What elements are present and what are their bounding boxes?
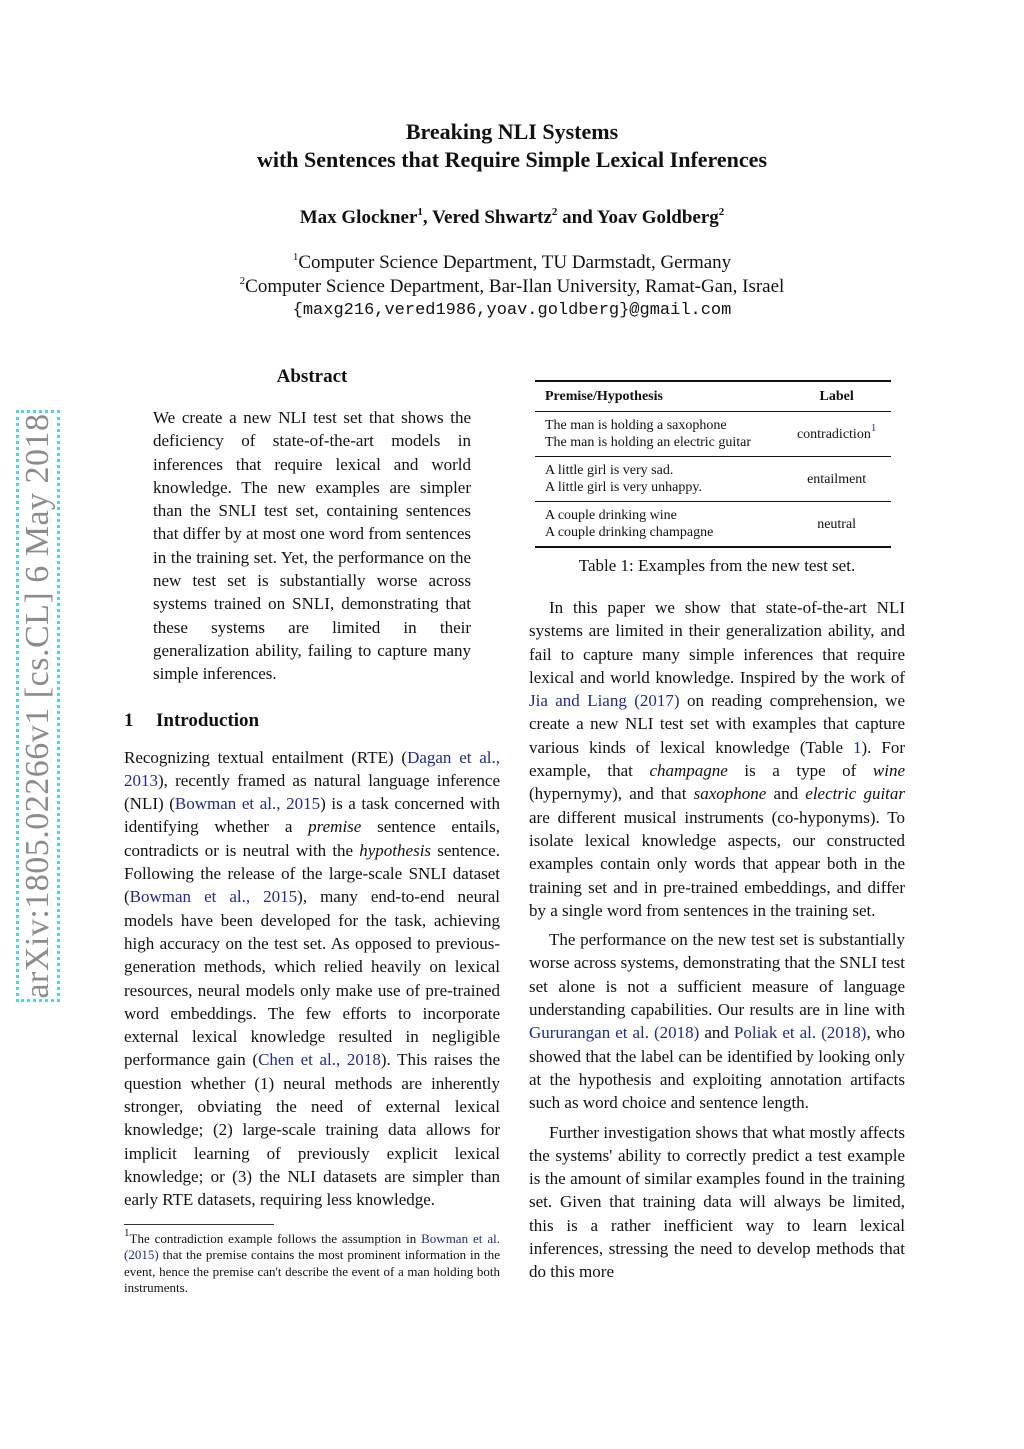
abstract-text: We create a new NLI test set that shows the deficiency of state-of-the-art models in inferences that require lexical and world knowledge. The new examples are simpler than the SNLI test set, containing sentences that differ by at most one word from sentences in the training set. Yet, the performance on the new test set is substantially worse across systems trained on SNLI, demonstrating that these systems are limited in their generalization ability, failing to capture many simple inferences.	[153, 408, 471, 684]
text-run: ). For example, that	[529, 737, 905, 781]
affiliation-line	[0, 275, 1024, 299]
premise-text: The man is holding a saxophone	[545, 418, 727, 433]
abstract-heading: Abstract	[276, 366, 348, 387]
text-run: (hypernymy), and that	[529, 784, 694, 804]
table-cell-pair	[535, 502, 782, 548]
text-run: , who showed that the label can be identified by looking only at the hypothesis and exploiting annotation artifacts such as word choice and sentence length.	[529, 1023, 906, 1113]
text-run: are different musical instruments (co-hyponyms). To isolate lexical knowledge aspects, our constructed examples contain only words that appear both in the training set and in pre-trained embeddings, and differ by a single word from sentences in the training set.	[529, 807, 905, 920]
table-cell-pair	[535, 457, 782, 502]
citation-link[interactable]: Chen et al., 2018	[258, 1050, 381, 1070]
table-header-cell: Label	[782, 381, 891, 412]
affiliation-line	[0, 251, 1024, 275]
citation-link[interactable]: Gururangan et al. (2018)	[529, 1023, 700, 1043]
section-number: 1	[124, 709, 134, 731]
table-caption: Table 1: Examples from the new test set.	[578, 556, 856, 575]
text-run: Further investigation shows that what mostly affects the systems' ability to correctly predict a test example is the amount of similar examples found in the training set. Given that training data will always be limited, this is a rather inefficient way to learn lexical inferences, stressing the need to develop methods that do this more	[529, 1122, 905, 1282]
italic-term: saxophone	[693, 784, 767, 804]
examples-table	[535, 380, 891, 548]
author-affil-mark: 2	[551, 205, 558, 218]
citation-link[interactable]: Bowman et al., 2015	[174, 794, 321, 814]
title-line-1: Breaking NLI Systems	[405, 119, 619, 144]
hypothesis-text: A little girl is very unhappy.	[545, 480, 702, 495]
table-cell-pair	[535, 412, 782, 457]
footnote	[124, 1227, 500, 1297]
author-name: Vered Shwartz	[432, 207, 552, 228]
author-affil-mark: 2	[718, 205, 725, 218]
footnote-mark: 1	[124, 1227, 130, 1240]
italic-term: electric guitar	[805, 784, 906, 804]
text-run: sentence. Following the release of the large-scale SNLI dataset (	[124, 840, 500, 907]
premise-text: A couple drinking wine	[545, 508, 677, 523]
paper-title	[0, 118, 1024, 174]
title-line-2: with Sentences that Require Simple Lexical Inferences	[256, 147, 768, 172]
affiliations	[0, 251, 1024, 323]
text-run: In this paper we show that state-of-the-art NLI systems are limited in their generalization ability, and fail to capture many simple inferences that require lexical and world knowledge. Inspired by the work of	[529, 598, 905, 687]
section-title: Introduction	[156, 709, 260, 731]
table-cell-label: neutral	[782, 502, 891, 548]
italic-term: premise	[308, 817, 362, 837]
hypothesis-text: A couple drinking champagne	[545, 525, 714, 540]
author-affil-mark: 1	[417, 205, 423, 218]
text-run: The contradiction example follows the assumption in	[129, 1230, 422, 1246]
citation-link[interactable]: Dagan et al., 2013	[124, 747, 500, 790]
table-header-row	[535, 381, 891, 412]
affil-text: Computer Science Department, Bar-Ilan University, Ramat-Gan, Israel	[245, 276, 785, 297]
text-run: ), many end-to-end neural models have been developed for the task, achieving high accuracy on the test set. As opposed to previous-generation methods, which relied heavily on lexical resources, neural models only make use of pre-trained word embeddings. The few efforts to incorporate external lexical knowledge resulted in negligible performance gain (	[124, 887, 501, 1070]
table-row	[535, 412, 891, 457]
table-header-cell: Premise/Hypothesis	[535, 381, 782, 412]
text-run: ), recently framed as natural language inference (NLI) (	[124, 770, 500, 814]
author-emails: {maxg216,vered1986,yoav.goldberg}@gmail.com	[292, 301, 732, 320]
text-run: The performance on the new test set is substantially worse across systems, demonstrating that the SNLI test set alone is not a sufficient measure of language understanding capabilities. Our results are in line with	[529, 930, 905, 1020]
left-column	[124, 360, 500, 1297]
citation-link[interactable]: Bowman et al., 2015	[129, 887, 298, 907]
italic-term: hypothesis	[359, 840, 432, 860]
table-cell-label: entailment	[782, 457, 891, 502]
italic-term: wine	[872, 761, 905, 781]
body-paragraph	[529, 928, 905, 1114]
footnote-link[interactable]: 1	[870, 421, 877, 434]
hypothesis-text: The man is holding an electric guitar	[545, 435, 752, 450]
premise-text: A little girl is very sad.	[545, 463, 674, 478]
italic-term: champagne	[649, 761, 728, 781]
table-row	[535, 457, 891, 502]
author-separator: ,	[422, 207, 433, 228]
section-heading	[124, 710, 500, 732]
text-run: and	[766, 784, 806, 804]
author-name: Max Glockner	[299, 207, 418, 228]
affil-mark: 2	[239, 274, 246, 287]
arxiv-id[interactable]: arXiv:1805.02266v1 [cs.CL] 6 May 2018	[19, 413, 56, 999]
text-run: and	[699, 1023, 734, 1043]
text-run: is a type of	[727, 761, 873, 781]
label-text: contradiction	[796, 426, 871, 442]
text-run: ) is a task concerned with identifying whether a	[124, 794, 501, 837]
text-run: on reading comprehension, we create a new NLI test set with examples that capture various kinds of lexical knowledge (Table	[529, 691, 905, 757]
text-run: ). This raises the question whether (1) neural methods are inherently stronger, obviating the need of external lexical knowledge; (2) large-scale training data allows for implicit learning of previously explicit lexical knowledge; or (3) the NLI datasets are simpler than early RTE datasets, requiring less knowledge.	[124, 1050, 500, 1210]
citation-link[interactable]: Poliak et al. (2018)	[733, 1023, 867, 1043]
body-paragraph	[529, 1121, 905, 1284]
body-paragraph	[529, 596, 905, 922]
citation-link[interactable]: Jia and Liang (2017)	[529, 691, 680, 711]
text-run: that the premise contains the most prominent information in the event, hence the premise can't describe the event of a man holding both instruments.	[124, 1247, 500, 1295]
text-run: sentence entails, contradicts or is neutral with the	[124, 817, 500, 860]
text-run: Recognizing textual entailment (RTE) (	[124, 747, 408, 767]
arxiv-stamp[interactable]	[16, 410, 60, 1002]
author-separator: and	[557, 207, 597, 228]
affil-text: Computer Science Department, TU Darmstadt, Germany	[298, 252, 732, 273]
affil-mark: 1	[292, 250, 299, 263]
author-list	[0, 207, 1024, 229]
intro-paragraph	[124, 746, 500, 1212]
table-reference-link[interactable]: 1	[852, 737, 862, 757]
footnote-rule	[124, 1224, 274, 1225]
author-name: Yoav Goldberg	[596, 207, 719, 228]
table-cell-label	[782, 412, 891, 457]
table-row	[535, 502, 891, 548]
citation-link[interactable]: Bowman et al. (2015)	[124, 1230, 500, 1262]
right-column	[529, 380, 905, 1284]
